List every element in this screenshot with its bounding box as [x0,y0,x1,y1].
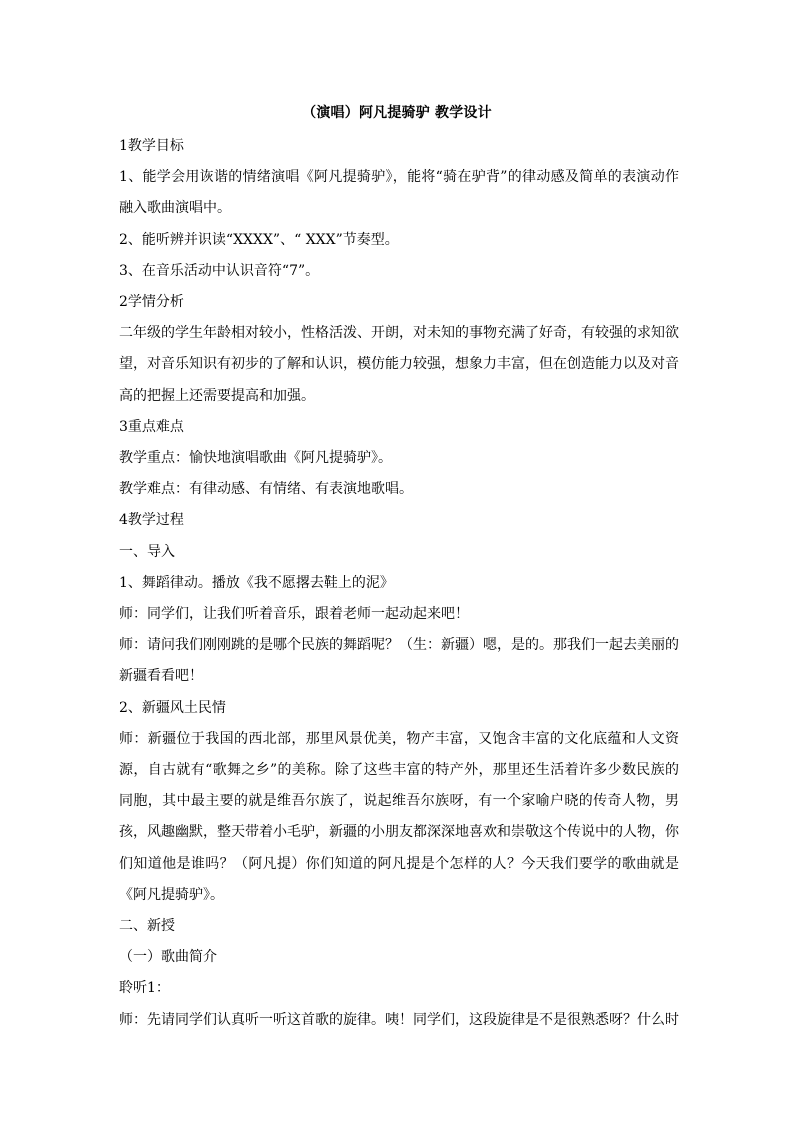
teacher-line-3: 师：新疆位于我国的西北部，那里风景优美，物产丰富，又饱含丰富的文化底蕴和人文资源，自古就有“歌舞之乡”的美称。除了这些丰富的特产外，那里还生活着许多少数民族的同胞，其中最主要的就是维吾尔族了，说起维吾尔族呀，有一个家喻户晓的传奇人物，男孩，风趣幽默，整天带着小毛驴，新疆的小朋友都深深地喜欢和崇敬这个传说中的人物，你们知道他是谁吗？（阿凡提）你们知道的阿凡提是个怎样的人？今天我们要学的歌曲就是《阿凡提骑驴》。 [119,730,679,903]
teacher-line-2: 师：请问我们刚刚跳的是哪个民族的舞蹈呢？（生：新疆）嗯，是的。那我们一起去美丽的新疆看看吧！ [119,637,679,685]
key-point-text: 教学重点：愉快地演唱歌曲《阿凡提骑驴》。 [119,450,392,467]
heading-student-analysis: 2学情分析 [119,294,184,311]
goal-item-2: 2、能听辨并识读“XXXX”、“ XXX”节奏型。 [119,231,399,248]
student-analysis-text: 二年级的学生年龄相对较小，性格活泼、开朗，对未知的事物充满了好奇，有较强的求知欲望，对音乐知识有初步的了解和认识，模仿能力较强，想象力丰富，但在创造能力以及对音高的把握上还需要提高和加强。 [119,325,679,404]
section-new-lesson: 二、新授 [119,918,175,935]
goal-item-3: 3、在音乐活动中认识音符“7”。 [119,262,320,279]
teacher-line-4: 师：先请同学们认真听一听这首歌的旋律。咦！同学们，这段旋律是不是很熟悉呀？什么时 [119,1011,679,1028]
subsection-song-intro: （一）歌曲简介 [119,949,217,966]
document-body [119,131,679,1036]
goal-item-1: 1、能学会用诙谐的情绪演唱《阿凡提骑驴》，能将“骑在驴背”的律动感及简单的表演动作融入歌曲演唱中。 [119,169,679,217]
heading-teaching-goals: 1教学目标 [119,138,184,154]
document-title: （演唱）阿凡提骑驴 教学设计 [302,105,492,121]
listening-1-label: 聆听1： [119,980,170,997]
heading-key-points: 3重点难点 [119,418,184,435]
difficulty-text: 教学难点：有律动感、有情绪、有表演地歌唱。 [119,481,413,498]
section-introduction: 一、导入 [119,543,175,560]
teacher-line-1: 师：同学们，让我们听着音乐，跟着老师一起动起来吧！ [119,606,469,623]
intro-step-2: 2、新疆风土民情 [119,699,226,716]
heading-teaching-process: 4教学过程 [119,512,184,529]
intro-step-1: 1、舞蹈律动。播放《我不愿撂去鞋上的泥》 [119,574,394,591]
